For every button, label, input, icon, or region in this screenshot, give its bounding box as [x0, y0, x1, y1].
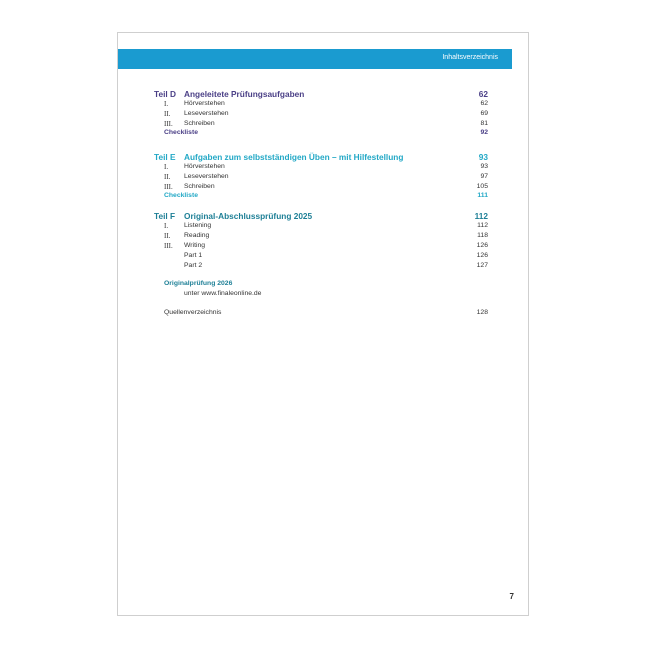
- item-roman: III.: [164, 242, 173, 250]
- item-title: Hörverstehen: [184, 100, 225, 107]
- toc-checkliste-teil-d[interactable]: [154, 129, 488, 139]
- toc-item[interactable]: [154, 173, 488, 183]
- item-title: Part 2: [184, 262, 203, 269]
- section-page: 93: [478, 152, 488, 162]
- item-page: 126: [476, 242, 488, 249]
- checkliste-title: Checkliste: [164, 129, 199, 136]
- item-title: Leseverstehen: [184, 173, 229, 180]
- checkliste-page: 92: [480, 129, 488, 136]
- item-title: Reading: [184, 232, 210, 239]
- item-title: Part 1: [184, 252, 203, 259]
- section-page: 112: [474, 211, 488, 221]
- checkliste-page: 111: [477, 192, 488, 199]
- section-title: Angeleitete Prüfungsaufgaben: [184, 89, 305, 99]
- item-roman: I.: [164, 222, 169, 230]
- toc-section-teil-d[interactable]: [154, 90, 488, 100]
- toc-item[interactable]: [154, 252, 488, 262]
- section-title: Original-Abschlussprüfung 2025: [184, 211, 313, 221]
- toc-item[interactable]: [154, 110, 488, 120]
- item-title: Schreiben: [184, 183, 215, 190]
- section-label: Teil E: [154, 152, 176, 162]
- item-page: 112: [477, 222, 488, 229]
- toc-checkliste-teil-e[interactable]: [154, 192, 488, 202]
- toc-item[interactable]: [154, 242, 488, 252]
- toc-item[interactable]: [154, 232, 488, 242]
- item-page: 62: [480, 100, 488, 107]
- toc-section-teil-f[interactable]: [154, 212, 488, 222]
- checkliste-title: Checkliste: [164, 192, 199, 199]
- item-title: Hörverstehen: [184, 163, 225, 170]
- header-title: Inhaltsverzeichnis: [442, 54, 498, 61]
- page-number: 7: [509, 592, 514, 601]
- toc-item[interactable]: [154, 100, 488, 110]
- item-page: 127: [476, 262, 488, 269]
- section-label: Teil F: [154, 211, 176, 221]
- toc-original-2026[interactable]: [154, 280, 488, 290]
- toc-quellenverzeichnis[interactable]: [154, 309, 488, 319]
- section-page: 62: [478, 89, 488, 99]
- section-label: Teil D: [154, 89, 176, 99]
- item-roman: II.: [164, 173, 171, 181]
- document-page: [117, 32, 529, 616]
- toc-original-2026-note[interactable]: [154, 290, 488, 300]
- item-page: 97: [480, 173, 488, 180]
- item-title: Listening: [184, 222, 212, 229]
- item-roman: III.: [164, 120, 173, 128]
- item-title: Schreiben: [184, 120, 215, 127]
- original-2026-title: Originalprüfung 2026: [164, 280, 233, 287]
- toc-item[interactable]: [154, 222, 488, 232]
- quellen-title: Quellenverzeichnis: [164, 309, 222, 316]
- item-title: Leseverstehen: [184, 110, 229, 117]
- section-title: Aufgaben zum selbstständigen Üben – mit Hilfestellung: [184, 152, 404, 162]
- quellen-page: 128: [476, 309, 488, 316]
- item-page: 118: [477, 232, 488, 239]
- item-title: Writing: [184, 242, 206, 249]
- item-roman: I.: [164, 163, 169, 171]
- item-roman: II.: [164, 232, 171, 240]
- toc-item[interactable]: [154, 163, 488, 173]
- toc-section-teil-e[interactable]: [154, 153, 488, 163]
- item-roman: I.: [164, 100, 169, 108]
- item-roman: II.: [164, 110, 171, 118]
- toc-item[interactable]: [154, 262, 488, 272]
- item-page: 69: [480, 110, 488, 117]
- item-roman: III.: [164, 183, 173, 191]
- item-page: 81: [480, 120, 488, 127]
- original-2026-link: unter www.finaleonline.de: [184, 290, 262, 297]
- item-page: 105: [476, 183, 488, 190]
- header-bar: [118, 49, 512, 69]
- item-page: 126: [476, 252, 488, 259]
- item-page: 93: [480, 163, 488, 170]
